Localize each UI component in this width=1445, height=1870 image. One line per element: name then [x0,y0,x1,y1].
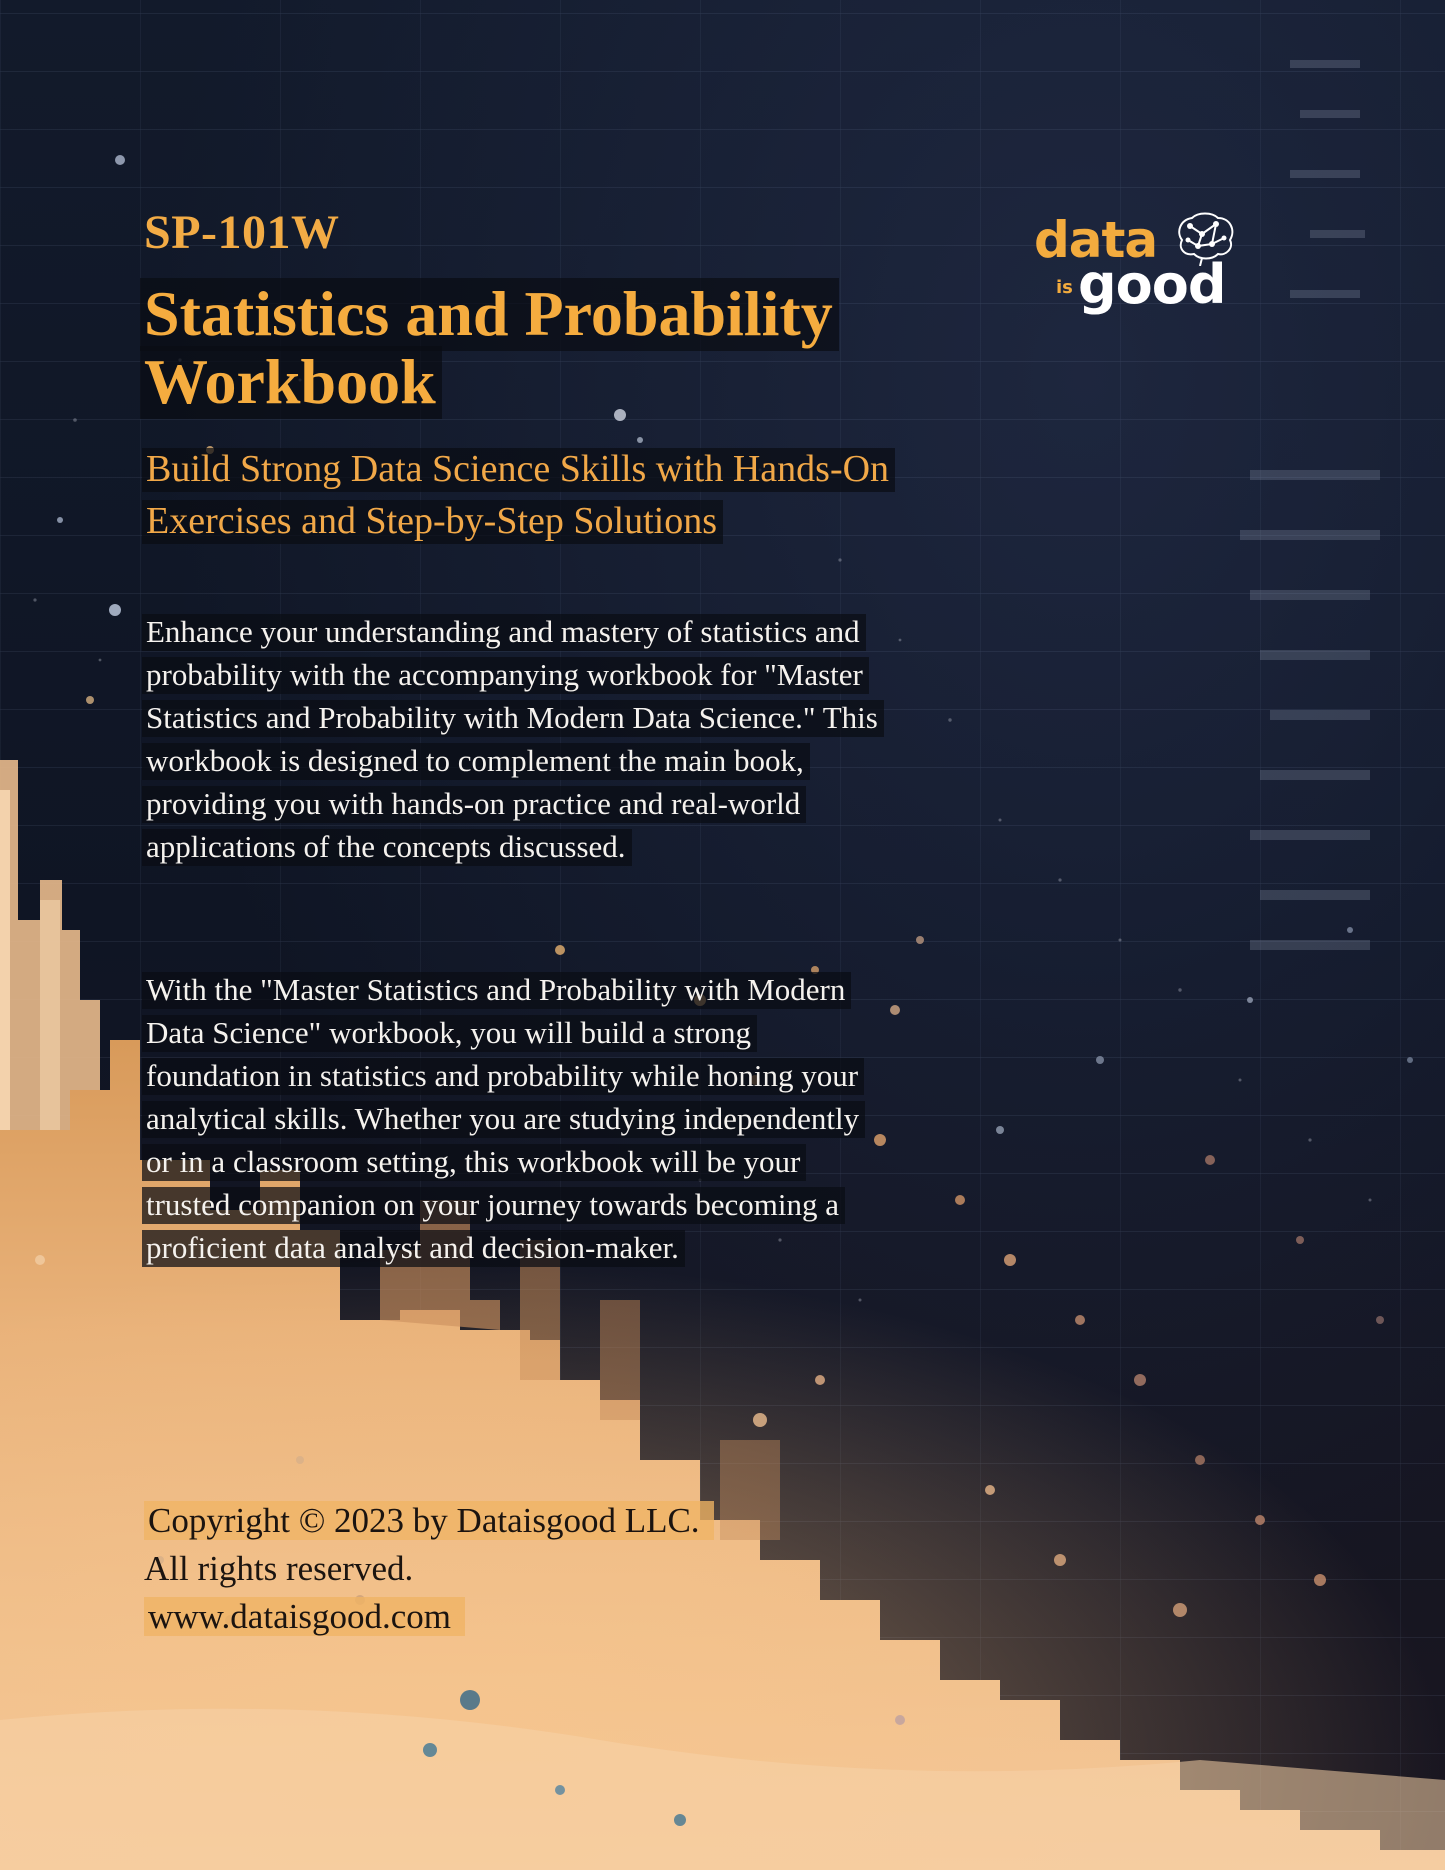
product-code-text: SP-101W [144,206,340,259]
website-url: www.dataisgood.com [144,1597,465,1636]
book-subtitle [142,443,1002,547]
copyright-line: Copyright © 2023 by Dataisgood LLC. [144,1501,714,1540]
description-paragraph-2 [142,968,882,1269]
logo-word-data: data [1034,211,1158,269]
description-paragraph-2-text: With the "Master Statistics and Probability with Modern Data Science" workbook, you will build a strong foundation in statistics and probability while honing your analytical skills. Whether you are studying independently or in a classroom setting, this workbook will be your trusted companion on your journey towards becoming a proficient data analyst and decision-maker. [142,972,865,1267]
logo-word-good: good [1078,253,1226,316]
product-code [144,205,340,261]
book-subtitle-text: Build Strong Data Science Skills with Hands-On Exercises and Step-by-Step Solutions [142,448,895,544]
book-title [140,280,960,416]
rights-line: All rights reserved. [144,1549,414,1588]
description-paragraph-1-text: Enhance your understanding and mastery of statistics and probability with the accompanying workbook for "Master Statistics and Probability with Modern Data Science." This workbook is designed to complement the main book, providing you with hands-on practice and real-world applications of the concepts discussed. [142,614,884,866]
dataisgood-logo [1034,210,1254,320]
brain-network-icon [1172,210,1238,266]
description-paragraph-1 [142,610,882,868]
logo-word-is: is [1056,277,1073,298]
book-title-text: Statistics and Probability Workbook [140,278,839,419]
copyright-block [144,1497,864,1641]
